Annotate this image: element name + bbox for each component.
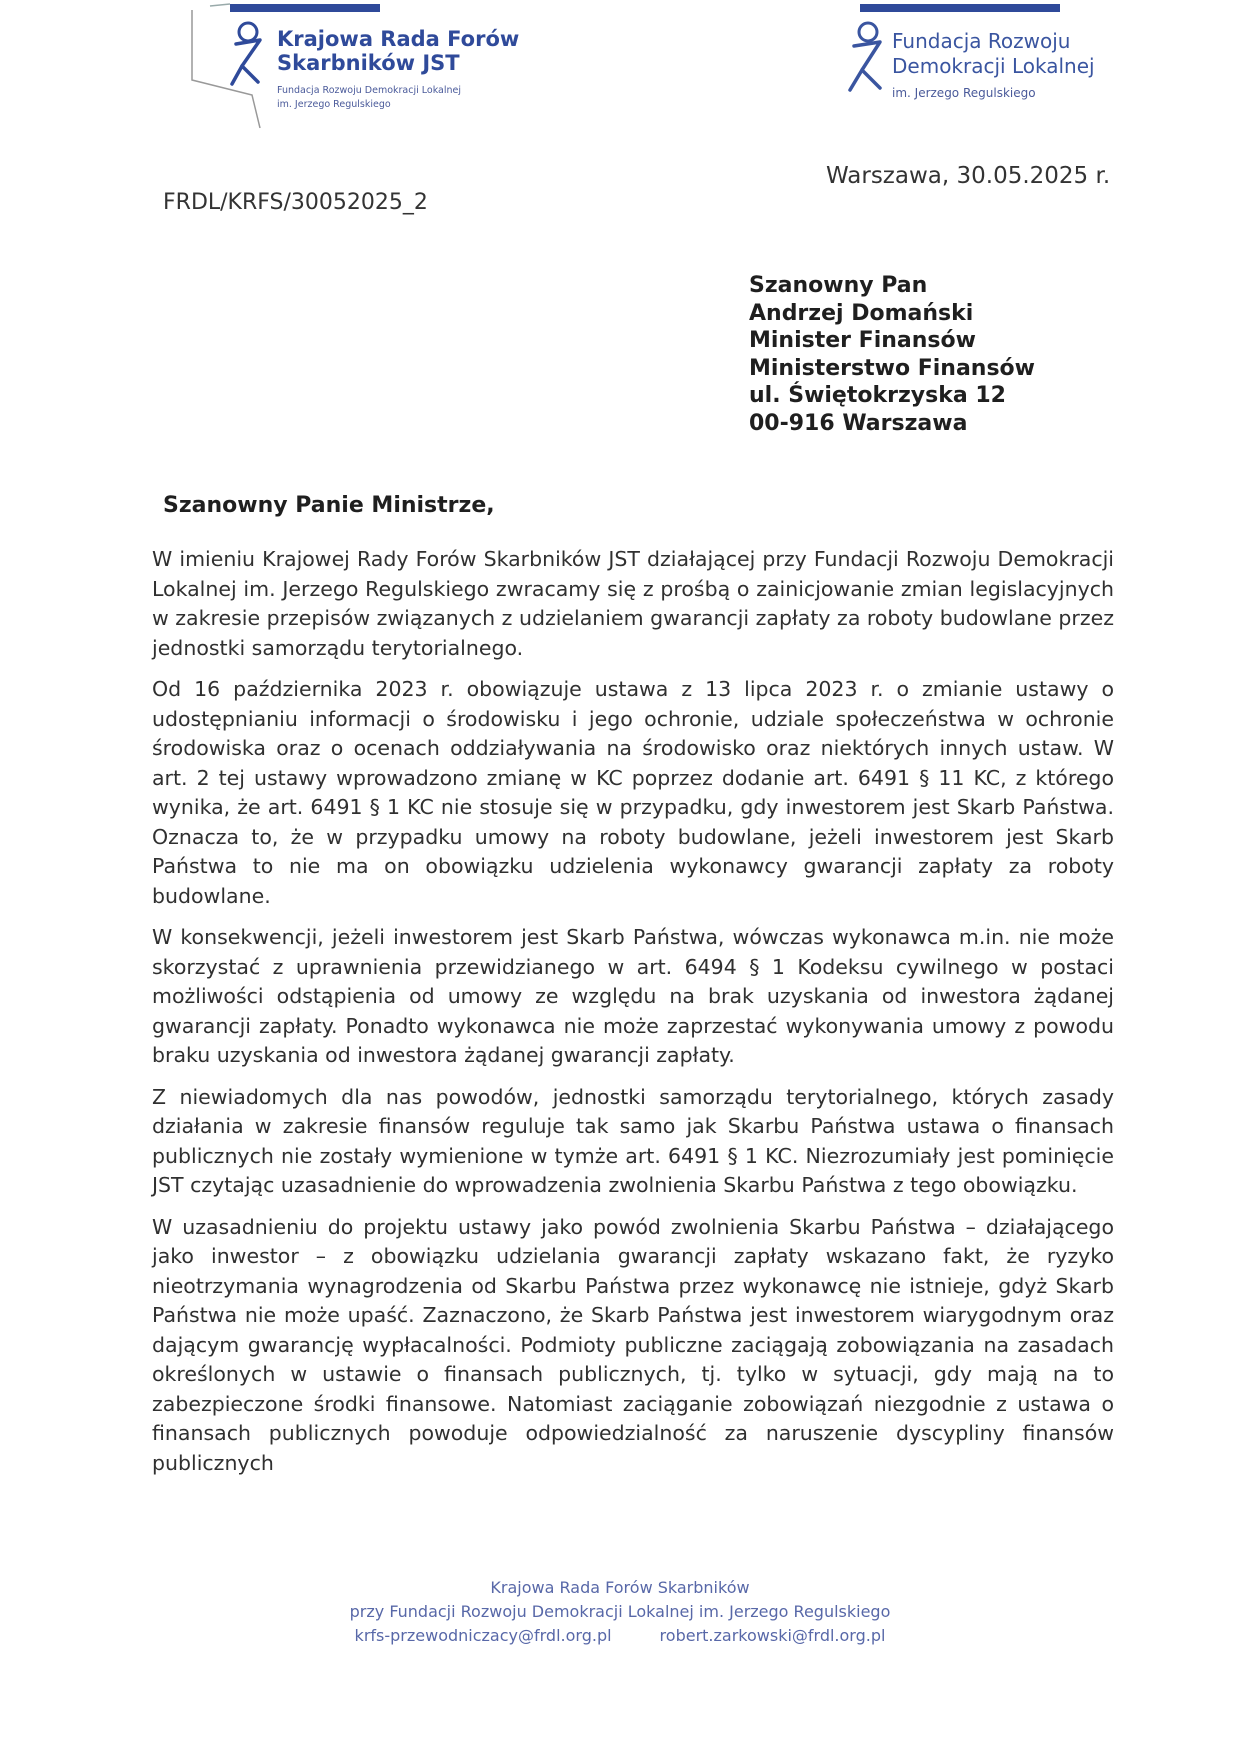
paragraph: W konsekwencji, jeżeli inwestorem jest Skarb Państwa, wówczas wykonawca m.in. nie może skorzystać z uprawnienia przewidzianego w art. 6494 § 1 Kodeksu cywilnego w postaci możliwości odstąpienia od umowy ze względu na brak uzyskania od inwestora żądanej gwarancji zapłaty. Ponadto wykonawca nie może zaprzestać wykonywania umowy z powodu braku uzyskania od inwestora żądanej gwarancji zapłaty.	[152, 925, 1114, 1067]
addressee-line: ul. Świętokrzyska 12	[749, 383, 1006, 408]
paragraph: Od 16 października 2023 r. obowiązuje ustawa z 13 lipca 2023 r. o zmianie ustawy o udostępnianiu informacji o środowisku i jego ochronie, udziale społeczeństwa w ochronie środowiska oraz o ocenach oddziaływania na środowisko oraz niektórych innych ustaw. W art. 2 tej ustawy wprowadzono zmianę w KC poprzez dodanie art. 6491 § 11 KC, z którego wynika, że art. 6491 § 1 KC nie stosuje się w przypadku, gdy inwestorem jest Skarb Państwa. Oznacza to, że w przypadku umowy na roboty budowlane, jeżeli inwestorem jest Skarb Państwa to nie ma on obowiązku udzielenia wykonawcy gwarancji zapłaty za roboty budowlane.	[152, 677, 1114, 908]
logo-right-title-2: Demokracji Lokalnej	[892, 54, 1095, 78]
addressee-line: Andrzej Domański	[749, 300, 974, 326]
footer-contacts	[0, 1624, 1240, 1648]
footer	[0, 1576, 1240, 1648]
addressee-block	[749, 272, 1035, 437]
addressee-line: Szanowny Pan	[749, 273, 928, 298]
footer-email-1[interactable]: krfs-przewodniczacy@frdl.org.pl	[354, 1626, 612, 1645]
logo-left-subtitle-1: Fundacja Rozwoju Demokracji Lokalnej	[277, 85, 461, 96]
logo-frdl	[830, 0, 1130, 110]
logo-right-title-1: Fundacja Rozwoju	[892, 29, 1071, 53]
addressee-line: Minister Finansów	[749, 328, 976, 353]
logo-left-title-2: Skarbników JST	[277, 51, 460, 75]
letter-body	[152, 545, 1114, 1490]
logo-krfs	[190, 0, 530, 135]
logo-right-subtitle: im. Jerzego Regulskiego	[892, 86, 1036, 100]
footer-line-1: Krajowa Rada Forów Skarbników	[490, 1578, 750, 1597]
date-line: Warszawa, 30.05.2025 r.	[826, 163, 1111, 189]
footer-email-2[interactable]: robert.zarkowski@frdl.org.pl	[659, 1626, 886, 1645]
reference-number: FRDL/KRFS/30052025_2	[163, 190, 428, 215]
paragraph: W imieniu Krajowej Rady Forów Skarbników JST działającej przy Fundacji Rozwoju Demokracji Lokalnej im. Jerzego Regulskiego zwracamy się z prośbą o zainicjowanie zmian legislacyjnych w zakresie przepisów związanych z udzielaniem gwarancji zapłaty za roboty budowlane przez jednostki samorządu terytorialnego.	[152, 547, 1114, 660]
paragraph: W uzasadnieniu do projektu ustawy jako powód zwolnienia Skarbu Państwa – działającego jako inwestor – z obowiązku udzielania gwarancji zapłaty wskazano fakt, że ryzyko nieotrzymania wynagrodzenia od Skarbu Państwa przez wykonawcę nie istnieje, gdyż Skarb Państwa nie może upaść. Zaznaczono, że Skarb Państwa jest inwestorem wiarygodnym oraz dającym gwarancję wypłacalności. Podmioty publiczne zaciągają zobowiązania na zasadach określonych w ustawie o finansach publicznych, tj. tylko w sytuacji, gdy mają na to zabezpieczone środki finansowe. Natomiast zaciąganie zobowiązań niezgodnie z ustawa o finansach publicznych powoduje odpowiedzialność za naruszenie dyscypliny finansów publicznych	[152, 1214, 1114, 1475]
footer-line-2: przy Fundacji Rozwoju Demokracji Lokalnej im. Jerzego Regulskiego	[349, 1602, 891, 1621]
logo-left-title-1: Krajowa Rada Forów	[277, 27, 520, 51]
addressee-line: 00-916 Warszawa	[749, 410, 968, 436]
paragraph: Z niewiadomych dla nas powodów, jednostki samorządu terytorialnego, których zasady działania w zakresie finansów reguluje tak samo jak Skarbu Państwa ustawa o finansach publicznych nie zostały wymienione w tymże art. 6491 § 1 KC. Niezrozumiały jest pominięcie JST czytając uzasadnienie do wprowadzenia zwolnienia Skarbu Państwa z tego obowiązku.	[152, 1084, 1114, 1197]
logo-left-subtitle-2: im. Jerzego Regulskiego	[277, 99, 391, 110]
addressee-line: Ministerstwo Finansów	[749, 355, 1035, 381]
salutation: Szanowny Panie Ministrze,	[163, 493, 495, 518]
